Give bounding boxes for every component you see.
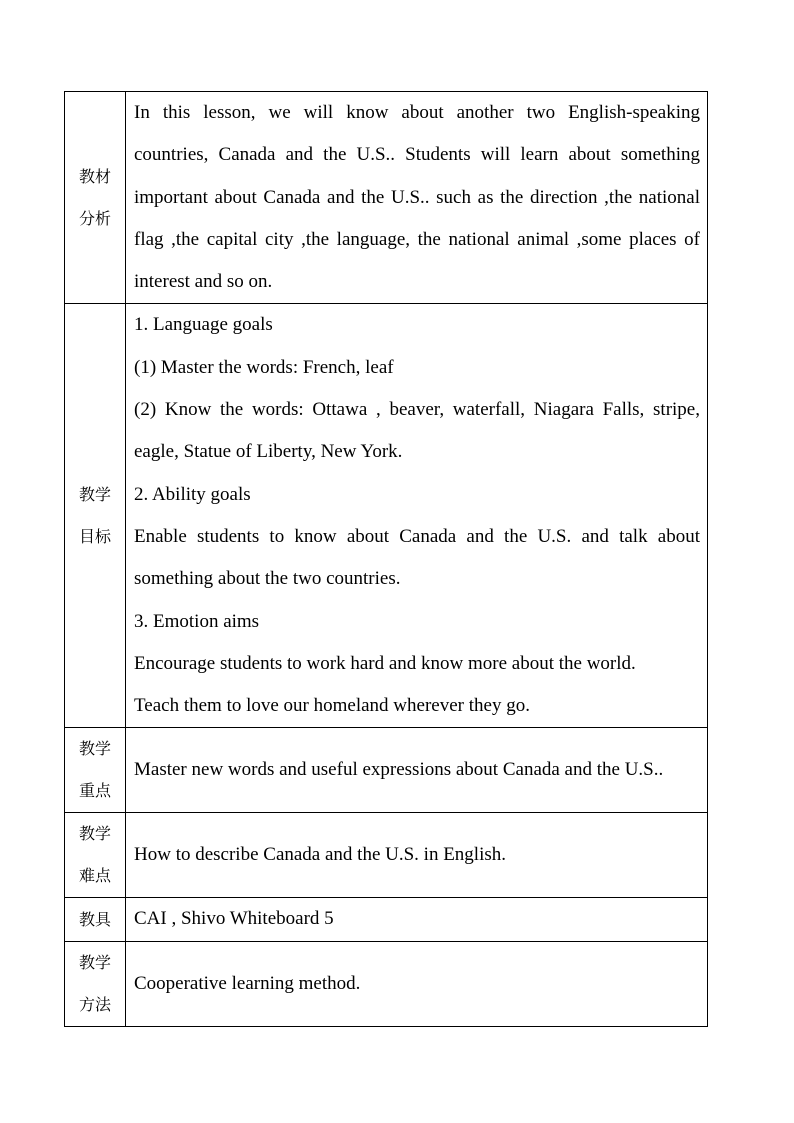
row-label-aids bbox=[65, 898, 126, 941]
analysis-text: In this lesson, we will know about another two English-speaking countries, Canada and the U.S.. Students will learn about something important about Canada and the U.S.. such as the direction ,the national flag ,the capital city ,the language, the national animal ,some places of interest and so on. bbox=[134, 102, 700, 293]
lesson-plan-table bbox=[64, 91, 708, 1027]
label-line: 教学 bbox=[78, 824, 111, 844]
key-points-text: Master new words and useful expressions about Canada and the U.S.. bbox=[134, 759, 664, 781]
know-words-item: (2) Know the words: Ottawa , beaver, waterfall, Niagara Falls, stripe, eagle, Statue of Liberty, New York. bbox=[134, 399, 700, 463]
language-goals-heading: 1. Language goals bbox=[134, 314, 273, 336]
label-line: 教具 bbox=[78, 909, 111, 929]
aids-content bbox=[126, 898, 708, 941]
emotion-aims-heading: 3. Emotion aims bbox=[134, 610, 260, 632]
aids-text: CAI , Shivo Whiteboard 5 bbox=[134, 908, 334, 930]
difficulties-text: How to describe Canada and the U.S. in English. bbox=[134, 844, 507, 866]
label-line: 教材 bbox=[78, 166, 111, 186]
label-line: 难点 bbox=[78, 866, 111, 886]
methods-text: Cooperative learning method. bbox=[134, 972, 361, 994]
row-label-difficulties bbox=[65, 813, 126, 898]
key-points-content bbox=[126, 728, 708, 813]
label-line: 教学 bbox=[78, 739, 111, 759]
table-row-analysis bbox=[65, 92, 708, 304]
label-line: 目标 bbox=[78, 526, 111, 546]
label-line: 教学 bbox=[78, 484, 111, 504]
row-label-key-points bbox=[65, 728, 126, 813]
ability-goals-text: Enable students to know about Canada and the U.S. and talk about something about the two countries. bbox=[134, 525, 700, 590]
table-row-aids bbox=[65, 898, 708, 941]
emotion-aims-line: Teach them to love our homeland wherever they go. bbox=[134, 695, 530, 717]
objectives-content bbox=[126, 304, 708, 728]
difficulties-content bbox=[126, 813, 708, 898]
table-row-methods bbox=[65, 941, 708, 1026]
table-row-difficulties bbox=[65, 813, 708, 898]
row-label-analysis bbox=[65, 92, 126, 304]
analysis-content bbox=[126, 92, 708, 304]
label-line: 方法 bbox=[78, 994, 111, 1014]
master-words-item: (1) Master the words: French, leaf bbox=[134, 356, 394, 378]
table-row-key-points bbox=[65, 728, 708, 813]
row-label-objectives bbox=[65, 304, 126, 728]
ability-goals-heading: 2. Ability goals bbox=[134, 483, 251, 505]
label-line: 分析 bbox=[78, 208, 111, 228]
label-line: 教学 bbox=[78, 952, 111, 972]
emotion-aims-line: Encourage students to work hard and know more about the world. bbox=[134, 652, 636, 674]
row-label-methods bbox=[65, 941, 126, 1026]
methods-content bbox=[126, 941, 708, 1026]
table-row-objectives bbox=[65, 304, 708, 728]
label-line: 重点 bbox=[78, 781, 111, 801]
